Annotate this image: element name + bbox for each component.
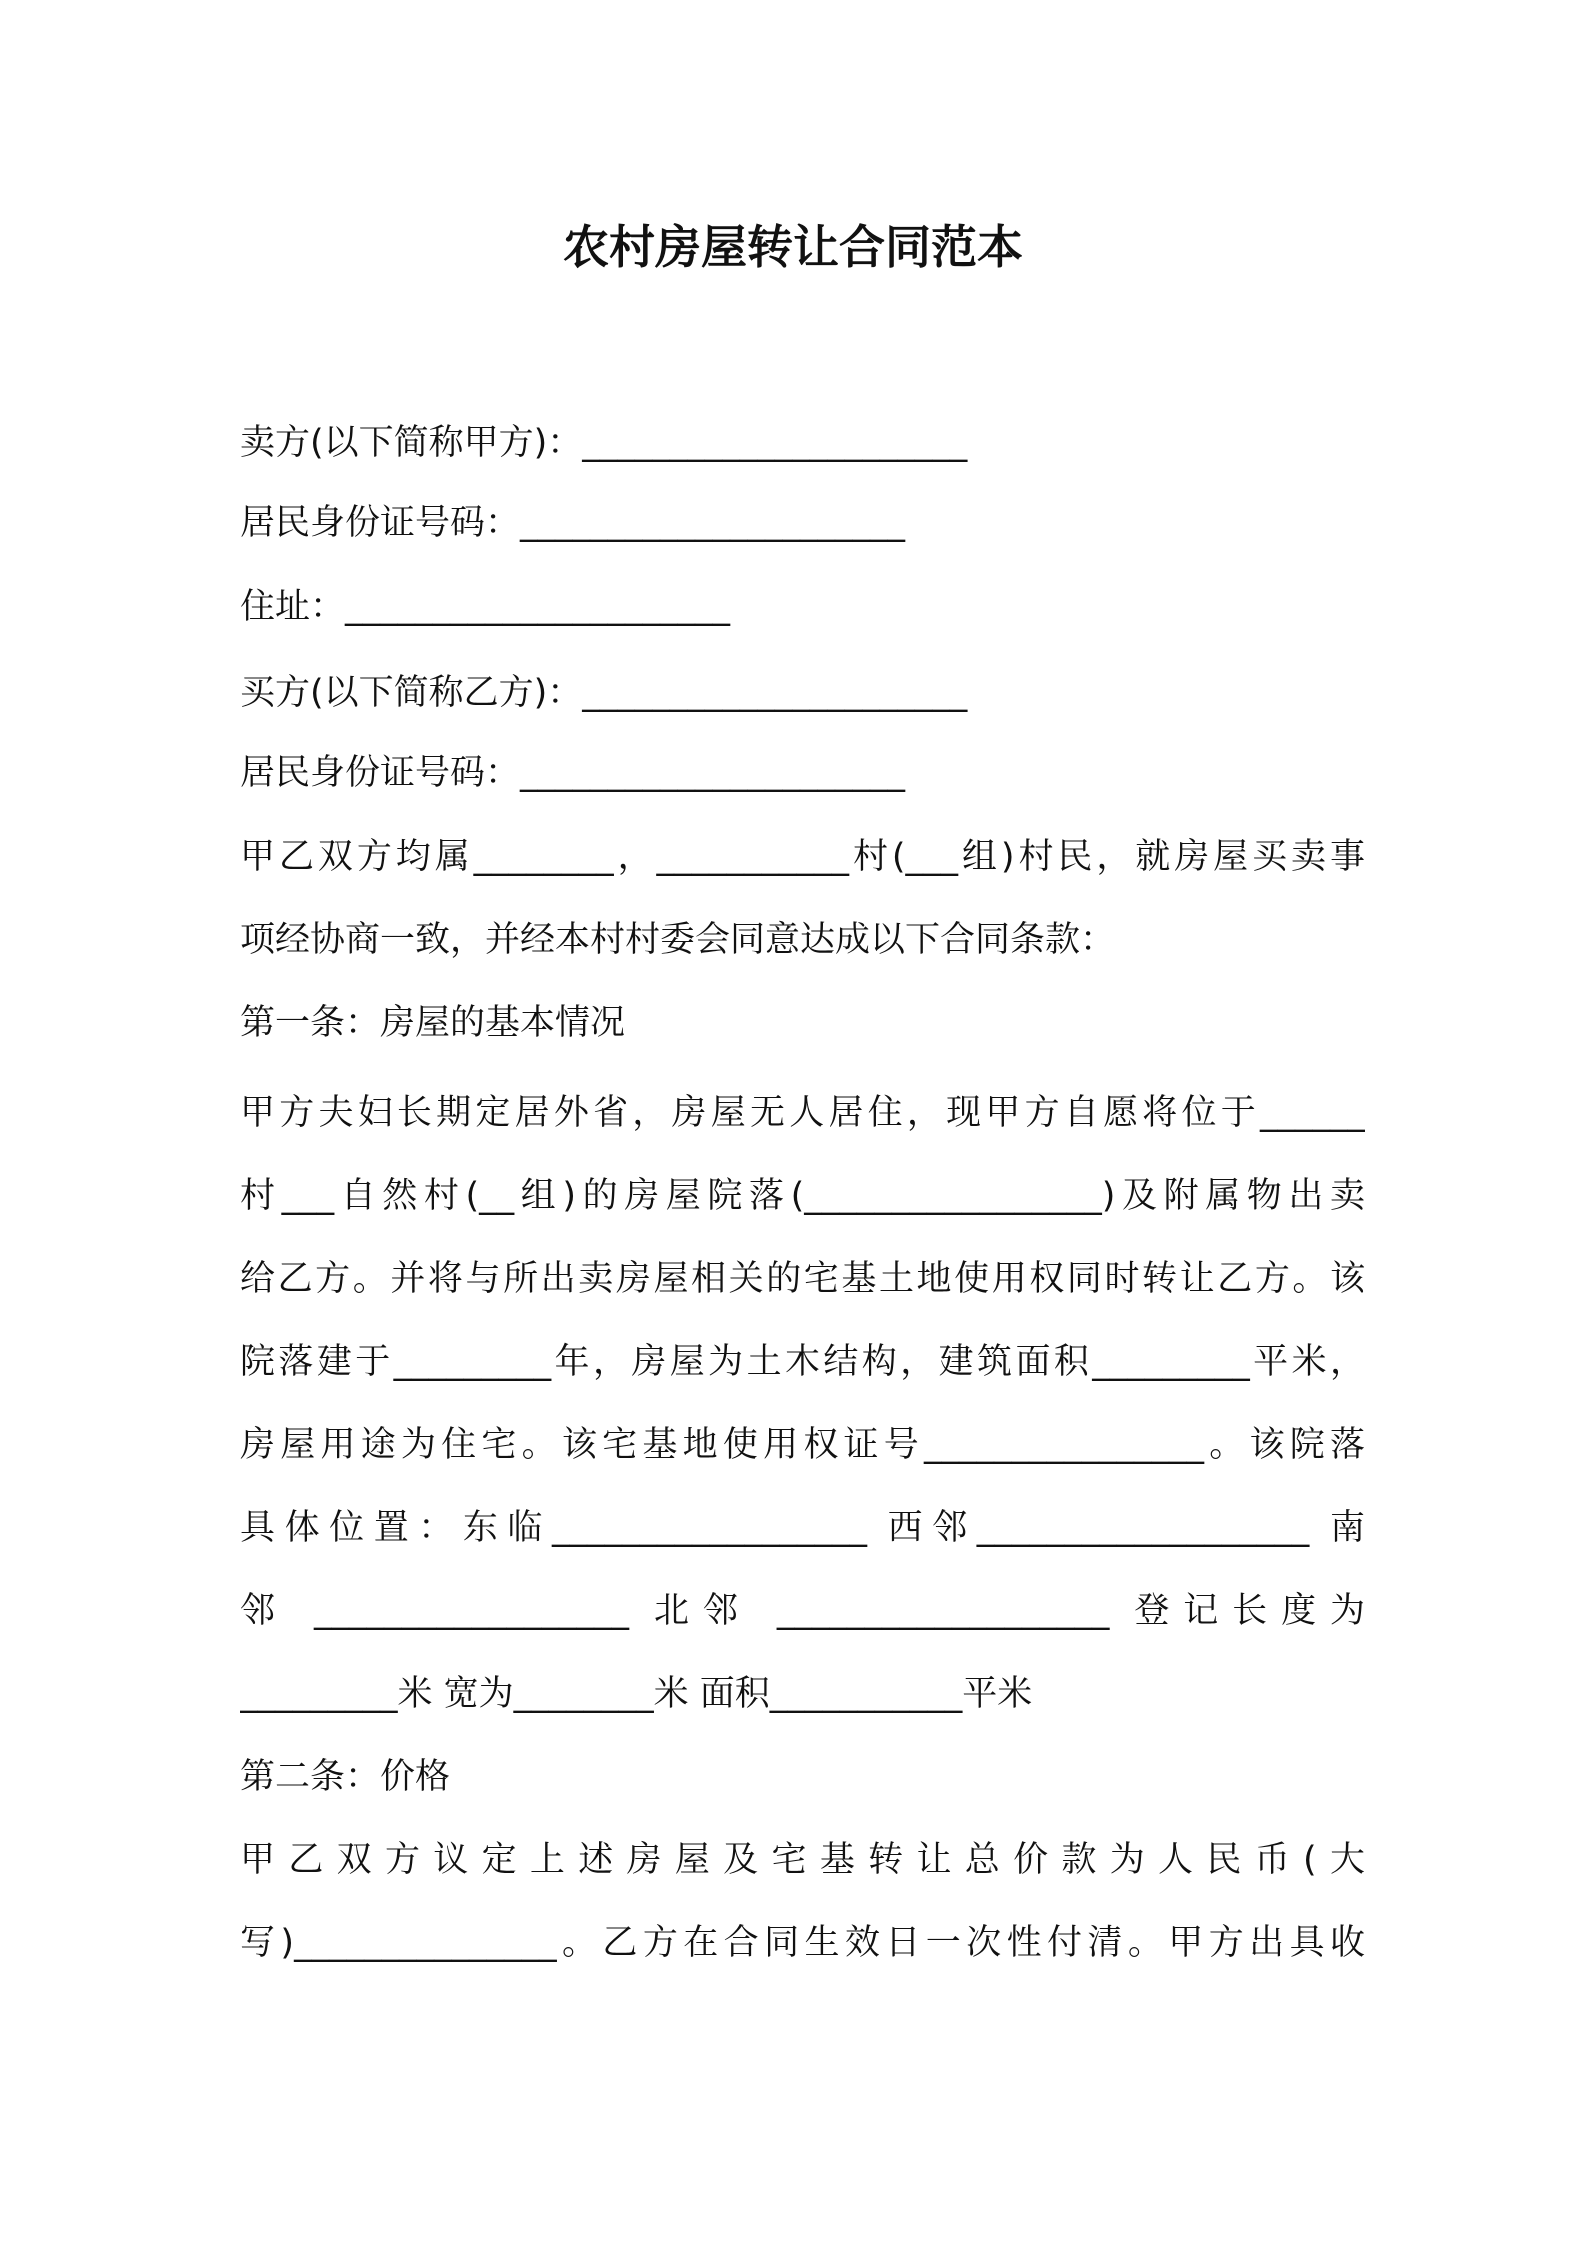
article-1-line-3: 给乙方。并将与所出卖房屋相关的宅基土地使用权同时转让乙方。该 — [240, 1259, 1365, 1299]
seller-address-line: 住址：______________________ — [240, 587, 731, 627]
article-1-line-2: 村___自然村(__组)的房屋院落(_________________)及附属物出卖 — [240, 1176, 1365, 1216]
buyer-name-line: 买方(以下简称乙方)：______________________ — [240, 673, 968, 713]
seller-name-line: 卖方(以下简称甲方)：______________________ — [240, 423, 968, 463]
article-2-line-2: 写)_______________。乙方在合同生效日一次性付清。甲方出具收 — [240, 1923, 1365, 1963]
intro-paragraph-line-1: 甲乙双方均属________，___________村(___组)村民，就房屋买卖事 — [240, 837, 1365, 877]
article-1-line-6: 具体位置：东临__________________ 西邻___________________ 南 — [240, 1508, 1365, 1548]
buyer-id-line: 居民身份证号码：______________________ — [240, 753, 906, 793]
article-2-heading: 第二条：价格 — [240, 1757, 451, 1797]
article-1-line-7: 邻 __________________ 北邻 ___________________ 登记长度为 — [240, 1591, 1365, 1631]
article-1-line-5: 房屋用途为住宅。该宅基地使用权证号________________。该院落 — [240, 1425, 1365, 1465]
article-1-heading: 第一条：房屋的基本情况 — [240, 1003, 626, 1043]
document-title: 农村房屋转让合同范本 — [563, 220, 1023, 274]
article-1-line-8: _________米 宽为________米 面积___________平米 — [240, 1674, 1033, 1714]
article-2-line-1: 甲乙双方议定上述房屋及宅基转让总价款为人民币(大 — [240, 1840, 1365, 1880]
article-1-line-4: 院落建于_________年，房屋为土木结构，建筑面积_________平米， — [240, 1342, 1365, 1382]
seller-id-line: 居民身份证号码：______________________ — [240, 503, 906, 543]
intro-paragraph-line-2: 项经协商一致，并经本村村委会同意达成以下合同条款： — [240, 920, 1116, 960]
article-1-line-1: 甲方夫妇长期定居外省，房屋无人居住，现甲方自愿将位于______ — [240, 1093, 1365, 1133]
